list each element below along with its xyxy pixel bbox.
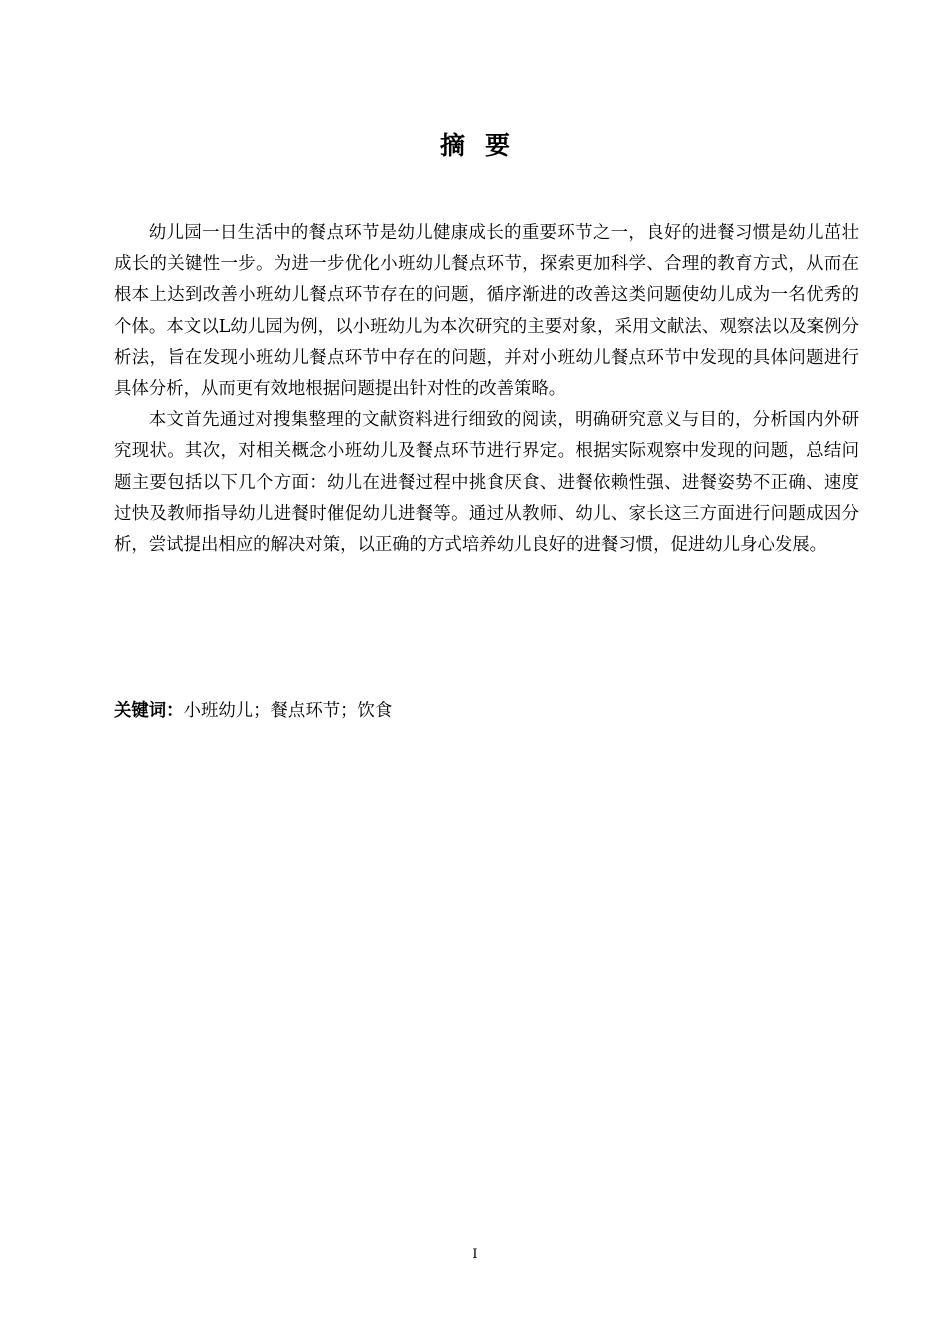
abstract-title: 摘要 — [439, 131, 530, 160]
abstract-paragraph-2: 本文首先通过对搜集整理的文献资料进行细致的阅读，明确研究意义与目的，分析国内外研究现状。其次，对相关概念小班幼儿及餐点环节进行界定。根据实际观察中发现的问题，总结问题主要包括以下几个方面：幼儿在进餐过程中挑食厌食、进餐依赖性强、进餐姿势不正确、速度过快及教师指导幼儿进餐时催促幼儿进餐等。通过从教师、幼儿、家长这三方面进行问题成因分析，尝试提出相应的解决对策，以正确的方式培养幼儿良好的进餐习惯，促进幼儿身心发展。 — [114, 410, 859, 556]
abstract-paragraph-1: 幼儿园一日生活中的餐点环节是幼儿健康成长的重要环节之一，良好的进餐习惯是幼儿茁壮成长的关键性一步。为进一步优化小班幼儿餐点环节，探索更加科学、合理的教育方式，从而在根本上达到改善小班幼儿餐点环节存在的问题，循序渐进的改善这类问题使幼儿成为一名优秀的个体。本文以L幼儿园为例，以小班幼儿为本次研究的主要对象，采用文献法、观察法以及案例分析法，旨在发现小班幼儿餐点环节中存在的问题，并对小班幼儿餐点环节中发现的具体问题进行具体分析，从而更有效地根据问题提出针对性的改善策略。 — [114, 223, 859, 400]
abstract-body — [114, 218, 859, 561]
keywords-text: 小班幼儿；餐点环节；饮食 — [183, 701, 393, 721]
keywords-line — [114, 696, 859, 727]
page-number: I — [472, 1247, 478, 1262]
keywords-label: 关键词： — [114, 701, 184, 721]
